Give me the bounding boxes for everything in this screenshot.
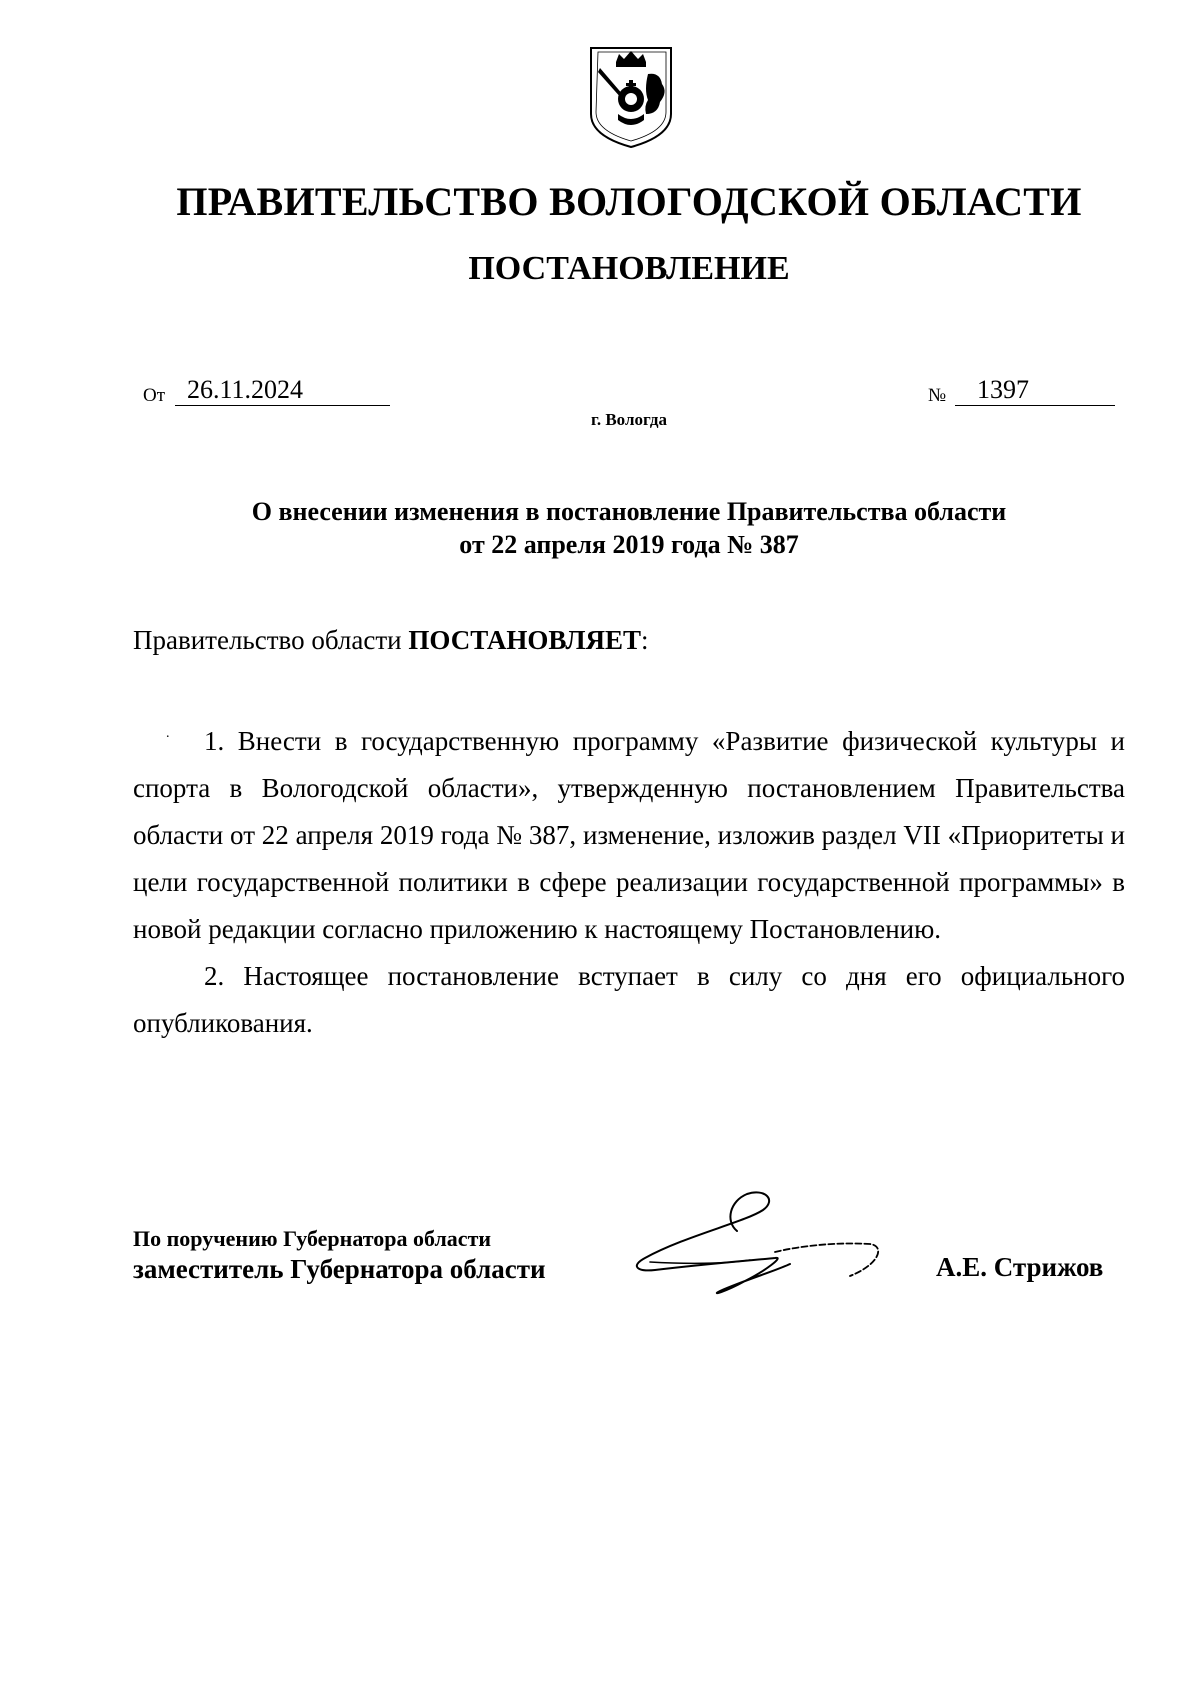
decree-word: ПОСТАНОВЛЯЕТ xyxy=(408,625,641,655)
signatory-line: По поручению Губернатора области xyxy=(133,1226,492,1251)
document-date: 26.11.2024 xyxy=(175,375,390,406)
paragraph-1: 1. Внести в государственную программу «Развитие физической культуры и спорта в Вологодской области», утвержденную постановлением Правительства области от 22 апреля 2019 года № 387, изменение, изложив раздел VII «Приоритеты и цели государственной политики в сфере реализации государственной программы» в новой редакции согласно приложению к настоящему Постановлению. xyxy=(133,726,1125,944)
signer-name: А.Е. Стрижов xyxy=(936,1252,1104,1282)
document-body xyxy=(133,718,1125,1047)
preamble-suffix: : xyxy=(640,625,649,655)
subject-line: от 22 апреля 2019 года № 387 xyxy=(459,530,799,559)
signatory-position: заместитель Губернатора области xyxy=(133,1254,546,1284)
document-number: 1397 xyxy=(955,375,1115,406)
scan-artifact-dot: . xyxy=(166,726,170,741)
document-subject xyxy=(0,495,1200,561)
organization-title: ПРАВИТЕЛЬСТВО ВОЛОГОДСКОЙ ОБЛАСТИ xyxy=(176,179,1082,224)
number-label: № xyxy=(928,385,947,406)
signatory-title xyxy=(133,1226,546,1286)
date-label: От xyxy=(143,385,166,406)
coat-of-arms-icon xyxy=(588,44,674,150)
preamble-prefix: Правительство области xyxy=(133,625,409,655)
preamble xyxy=(133,625,649,656)
document-type: ПОСТАНОВЛЕНИЕ xyxy=(468,250,790,287)
city: г. Вологда xyxy=(591,410,667,429)
signature-icon xyxy=(625,1176,895,1306)
paragraph-2: 2. Настоящее постановление вступает в силу со дня его официального опубликования. xyxy=(133,961,1125,1038)
subject-line: О внесении изменения в постановление Правительства области xyxy=(251,497,1007,526)
